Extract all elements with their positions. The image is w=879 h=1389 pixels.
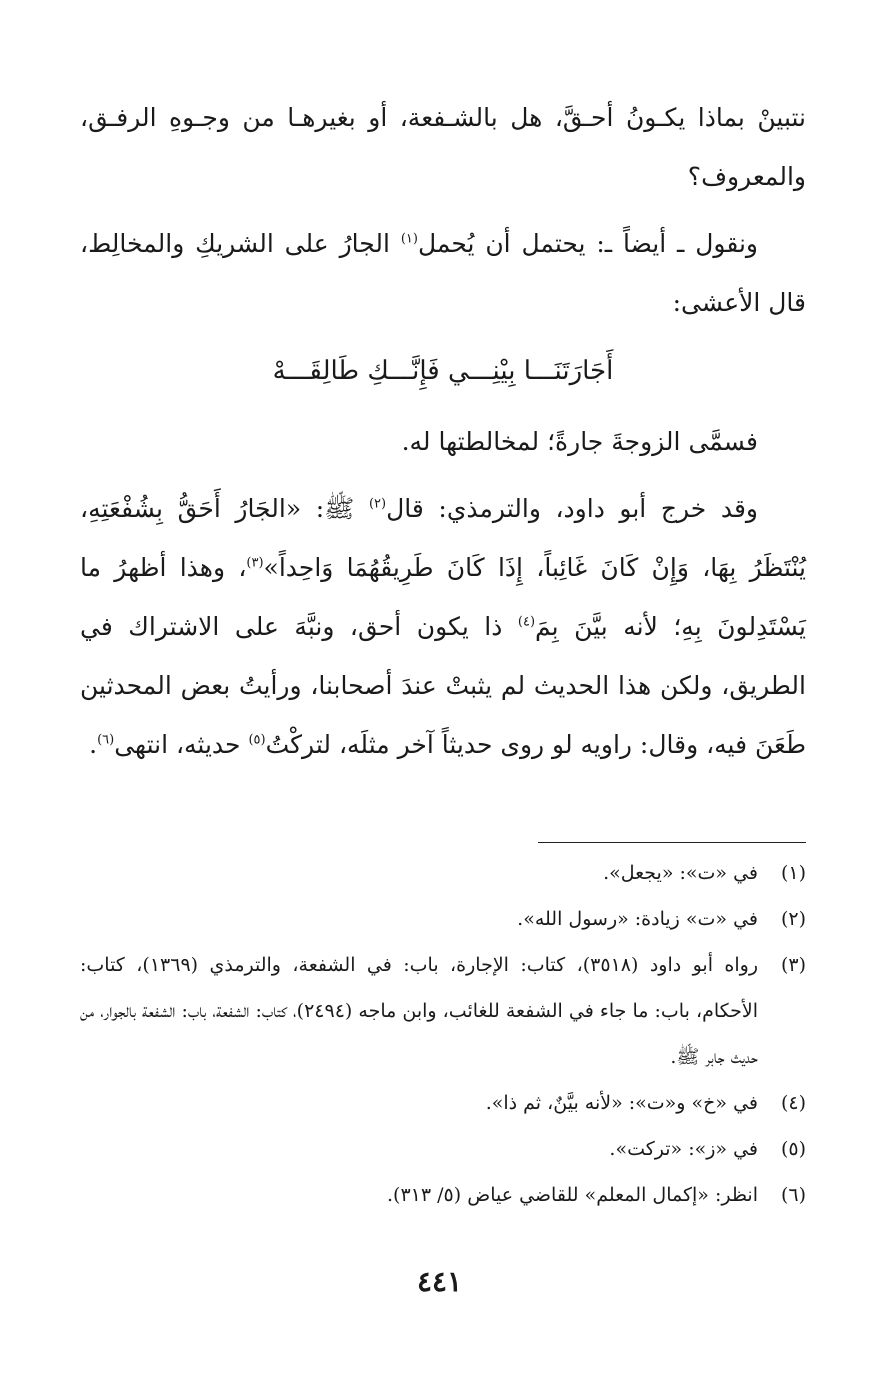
footnote-text: في «ز»: «تركت». [609,1138,758,1160]
footnote-text: في «ت» زيادة: «رسول الله». [517,908,758,930]
footnote-text: في «خ» و«ت»: «لأنه بيَّنٌ، ثم ذا». [485,1092,758,1114]
main-text [80,88,806,782]
footnote-text: في «ت»: «يجعل». [603,862,758,884]
page-number: ٤٤١ [416,1265,463,1298]
footnote-item [80,850,806,896]
footnote-number: (١) [780,862,806,884]
paragraph-4-text-b: ﷺ: «الجَارُ أَحَقُّ بِشُفْعَتِهِ، يُنْتَظَرُ بِهَا، وَإِنْ كَانَ غَائِباً، إِذَا كَانَ طَرِيقُهُمَا وَاحِداً» [80,494,806,582]
paragraph-1 [80,88,806,206]
footnote-item [80,1126,806,1172]
footnote-text: رواه أبو داود (٣٥١٨)، كتاب: الإجارة، باب: في الشفعة، والترمذي (١٣٦٩)، كتاب: الأحكام، باب: ما جاء في الشفعة للغائب، وابن ماجه (٢٤٩٤)، كتاب: الشفعة، باب: الشفعة بالجوار، من حديث جابر ﷺ. [80,954,758,1068]
paragraph-2-text-b: الجارُ على الشريكِ والمخالِط، قال الأعشى: [80,229,806,317]
footnote-ref-5: (٥) [248,732,266,748]
footnotes [80,850,806,1218]
paragraph-2 [80,214,806,332]
paragraph-4 [80,479,806,774]
footnote-number: (٤) [780,1092,806,1114]
footnote-ref-2: (٢) [368,496,387,512]
footnote-ref-1: (١) [400,231,418,247]
footnote-item [80,942,806,1080]
body-text [80,88,806,774]
footnote-number: (٥) [780,1138,806,1160]
poetry-verse: أَجَارَتَنَـــا بِيْنِـــي فَإِنَّـــكِ طَالِقَـــهْ [272,356,614,386]
footnote-text: انظر: «إكمال المعلم» للقاضي عياض (٥/ ٣١٣). [387,1184,758,1206]
footnote-ref-6: (٦) [97,732,115,748]
paragraph-4-text-c: ، وهذا أظهرُ ما يَسْتَدِلونَ بِهِ؛ لأنه بيَّنَ بِمَ [80,553,806,641]
footnote-number: (٦) [780,1184,806,1206]
footnote-number: (٣) [780,954,806,976]
paragraph-4-text-f: . [89,730,98,759]
paragraph-4-text-a: وقد خرج أبو داود، والترمذي: قال [386,494,758,523]
footnote-item [80,896,806,942]
paragraph-3 [80,412,806,471]
footnote-ref-4: (٤) [517,614,536,630]
paragraph-4-text-d: ذا يكون أحق، ونبَّهَ على الاشتراك في الطريق، ولكن هذا الحديث لم يثبتْ عندَ أصحابنا، ورأيتُ بعض المحدثين طَعَنَ فيه، وقال: راويه لو روى حديثاً آخر مثلَه، لتركْتُ [80,612,806,759]
footnote-item [80,1172,806,1218]
paragraph-1-text: نتبينْ بماذا يكـونُ أحـقَّ، هل بالشـفعة، أو بغيرهـا من وجـوهِ الرفـق، والمعروف؟ [80,103,806,191]
footnote-divider [538,842,806,843]
footnote-number: (٢) [780,908,806,930]
paragraph-2-text-a: ونقول ـ أيضاً ـ: يحتمل أن يُحمل [417,229,758,258]
paragraph-4-text-e: حديثه، انتهى [114,730,249,759]
paragraph-3-text: فسمَّى الزوجةَ جارةً؛ لمخالطتها له. [401,427,758,456]
footnote-ref-3: (٣) [246,555,264,571]
footnote-item [80,1080,806,1126]
